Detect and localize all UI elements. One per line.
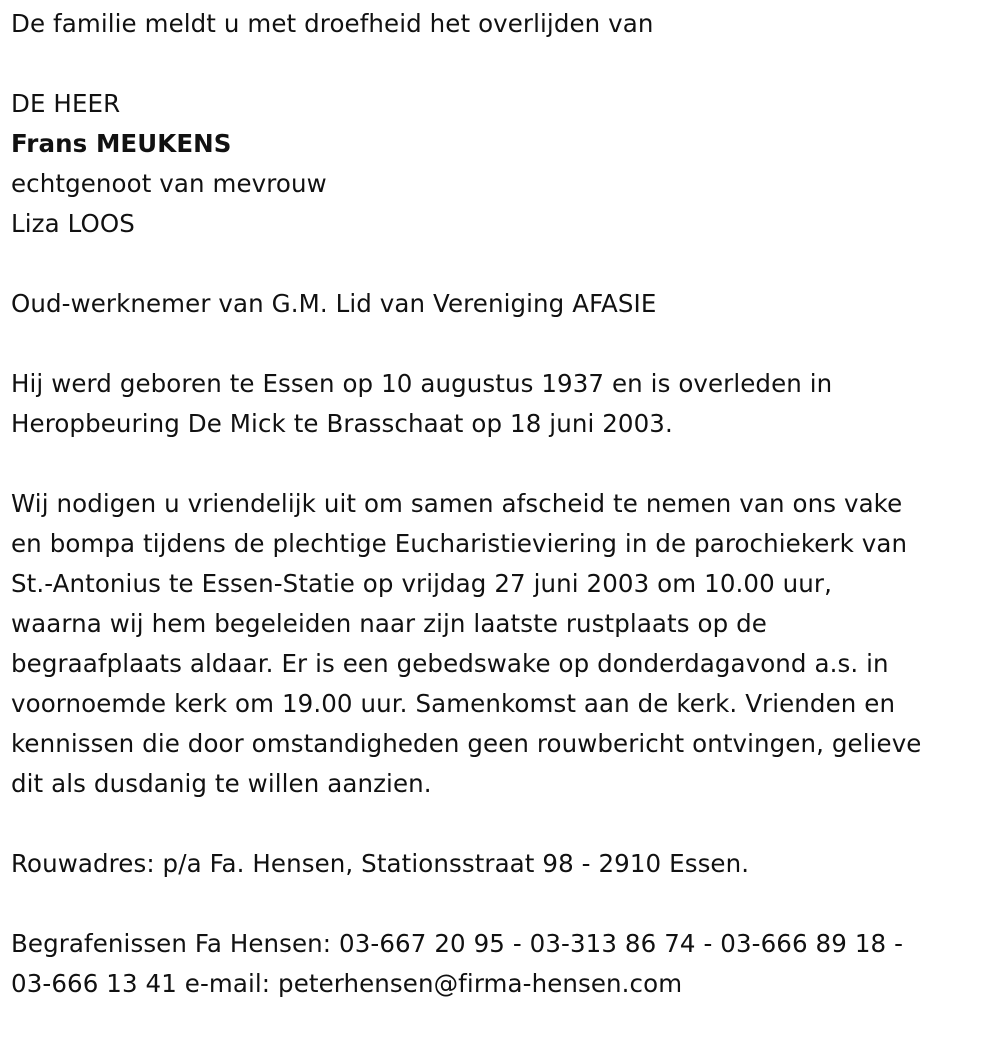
spacer (11, 244, 996, 284)
birth-death-paragraph (11, 364, 996, 444)
spacer (11, 444, 996, 484)
paragraph-line: Wij nodigen u vriendelijk uit om samen afscheid te nemen van ons vake (11, 489, 903, 518)
spacer (11, 804, 996, 844)
occupation-text: Oud-werknemer van G.M. Lid van Vereniging AFASIE (11, 289, 657, 318)
spacer (11, 324, 996, 364)
paragraph-line: St.-Antonius te Essen-Statie op vrijdag 27 juni 2003 om 10.00 uur, (11, 569, 832, 598)
honorific-title: DE HEER (11, 89, 121, 118)
paragraph-line: voornoemde kerk om 19.00 uur. Samenkomst aan de kerk. Vrienden en (11, 689, 896, 718)
paragraph-line: dit als dusdanig te willen aanzien. (11, 769, 432, 798)
paragraph-line: begraafplaats aldaar. Er is een gebedswake op donderdagavond a.s. in (11, 649, 889, 678)
mourning-address: Rouwadres: p/a Fa. Hensen, Stationsstraat 98 - 2910 Essen. (11, 849, 750, 878)
spacer (11, 884, 996, 924)
paragraph-line: waarna wij hem begeleiden naar zijn laatste rustplaats op de (11, 609, 767, 638)
ceremony-paragraph (11, 484, 996, 804)
deceased-name: Frans MEUKENS (11, 129, 232, 158)
paragraph-line: en bompa tijdens de plechtige Eucharistieviering in de parochiekerk van (11, 529, 908, 558)
paragraph-line: 03-666 13 41 e-mail: peterhensen@firma-hensen.com (11, 969, 683, 998)
paragraph-line: Heropbeuring De Mick te Brasschaat op 18 juni 2003. (11, 409, 673, 438)
paragraph-line: Begrafenissen Fa Hensen: 03-667 20 95 - 03-313 86 74 - 03-666 89 18 - (11, 929, 904, 958)
funeral-contact-paragraph (11, 924, 996, 1004)
spouse-name: Liza LOOS (11, 209, 135, 238)
spacer (11, 44, 996, 84)
relation-text: echtgenoot van mevrouw (11, 169, 327, 198)
death-notice (11, 4, 996, 1004)
paragraph-line: kennissen die door omstandigheden geen rouwbericht ontvingen, gelieve (11, 729, 922, 758)
paragraph-line: Hij werd geboren te Essen op 10 augustus 1937 en is overleden in (11, 369, 833, 398)
intro-text: De familie meldt u met droefheid het overlijden van (11, 9, 654, 38)
